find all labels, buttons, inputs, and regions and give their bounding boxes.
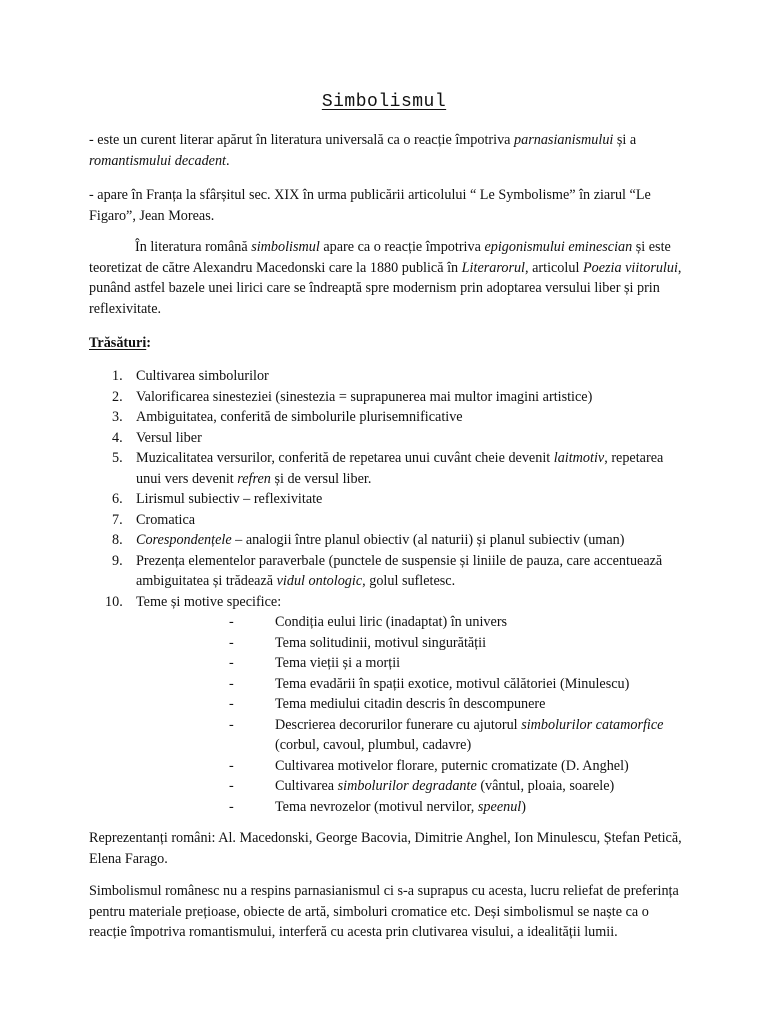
traits-heading: Trăsături: <box>89 335 152 351</box>
list-item: 7. Cromatica <box>112 511 196 528</box>
sublist-item: - Cultivarea simbolurilor degradante (vântul, ploaia, soarele) <box>229 778 615 794</box>
origin-paragraph: - apare în Franța la sfârșitul sec. XIX în urma publicării articolului “ Le Symbolisme” în ziarul “Le Figaro”, Jean Moreas. <box>89 187 651 224</box>
sublist-item: - Cultivarea motivelor florare, puternic cromatizate (D. Anghel) <box>229 757 629 774</box>
list-item: 1. Cultivarea simbolurilor <box>112 368 269 384</box>
sublist-item: - Tema vieții și a morții <box>229 655 401 671</box>
document-title: Simbolismul <box>321 92 447 112</box>
list-item: 2. Valorificarea sinesteziei (sinestezia = suprapunerea mai multor imagini artistice) <box>112 388 593 405</box>
romanian-literature-paragraph: În literatura română simbolismul apare ca o reacție împotriva epigonismului eminescian și este teoretizat de către Alexandru Macedonski care la 1880 publică în Literarorul, articolul Poezia viitorului, punând astfel bazele unei lirici care se îndreaptă spre modernism prin adoptarea versului liber și prin reflexivitate. <box>89 239 682 317</box>
sublist-item: - Tema nevrozelor (motivul nervilor, speenul) <box>229 798 526 815</box>
list-item: 5. Muzicalitatea versurilor, conferită de repetarea unui cuvânt cheie devenit laitmotiv, repetarea unui vers devenit refren și de versul liber. <box>112 450 664 487</box>
list-item: 9. Prezența elementelor paraverbale (punctele de suspensie și liniile de pauza, care accentuează ambiguitatea și trădează vidul ontologic, golul sufletesc. <box>112 552 663 589</box>
sublist-item: - Condiția eului liric (inadaptat) în univers <box>229 614 508 630</box>
definition-paragraph: - este un curent literar apărut în literatura universală ca o reacție împotriva parnasianismului și a romantismului decadent. <box>89 132 637 169</box>
list-item: 4. Versul liber <box>112 429 202 446</box>
sublist-item: - Descrierea decorurilor funerare cu ajutorul simbolurilor catamorfice (corbul, cavoul, plumbul, cadavre) <box>229 716 664 753</box>
list-item: 8. Corespondențele – analogii între planul obiectiv (al naturii) și planul subiectiv (uman) <box>112 532 625 548</box>
sublist-item: - Tema mediului citadin descris în descompunere <box>229 696 546 712</box>
conclusion-paragraph: Simbolismul românesc nu a respins parnasianismul ci s-a suprapus cu acesta, lucru reliefat de preferința pentru materiale prețioase, obiecte de artă, simboluri cromatice etc. Deși simbolismul se naște ca o reacție împotriva romantismului, interferă cu acesta prin clutivarea visului, a idealității lumii. <box>89 883 679 940</box>
themes-sublist <box>229 612 669 817</box>
representatives-paragraph: Reprezentanți români: Al. Macedonski, George Bacovia, Dimitrie Anghel, Ion Minulescu, Ștefan Petică, Elena Farago. <box>89 830 682 867</box>
sublist-item: - Tema evadării în spații exotice, motivul călătoriei (Minulescu) <box>229 675 630 692</box>
sublist-item: - Tema solitudinii, motivul singurătății <box>229 634 487 651</box>
traits-list <box>89 366 689 817</box>
list-item: 6. Lirismul subiectiv – reflexivitate <box>112 491 323 507</box>
list-item: 10. Teme și motive specifice: - Condiția eului liric (inadaptat) în univers - Tema solitudinii, motivul singurătății - Tema vieții și a morții - Tema evadării în spații exotice, motivul călătoriei (Minulescu) - Tema mediului citadin descris în descompunere - Descrierea decorurilor funerare cu ajutorul simbolurilor catamorfice (corbul, cavoul, plumbul, cadavre) - Cultivarea motivelor florare, puternic cromatizate (D. Anghel) - Cultivarea simbolurilor degradante (vântul, ploaia, soarele) - Tema nevrozelor (motivul nervilor, speenul) <box>89 592 689 818</box>
list-item: 3. Ambiguitatea, conferită de simbolurile plurisemnificative <box>112 409 463 425</box>
